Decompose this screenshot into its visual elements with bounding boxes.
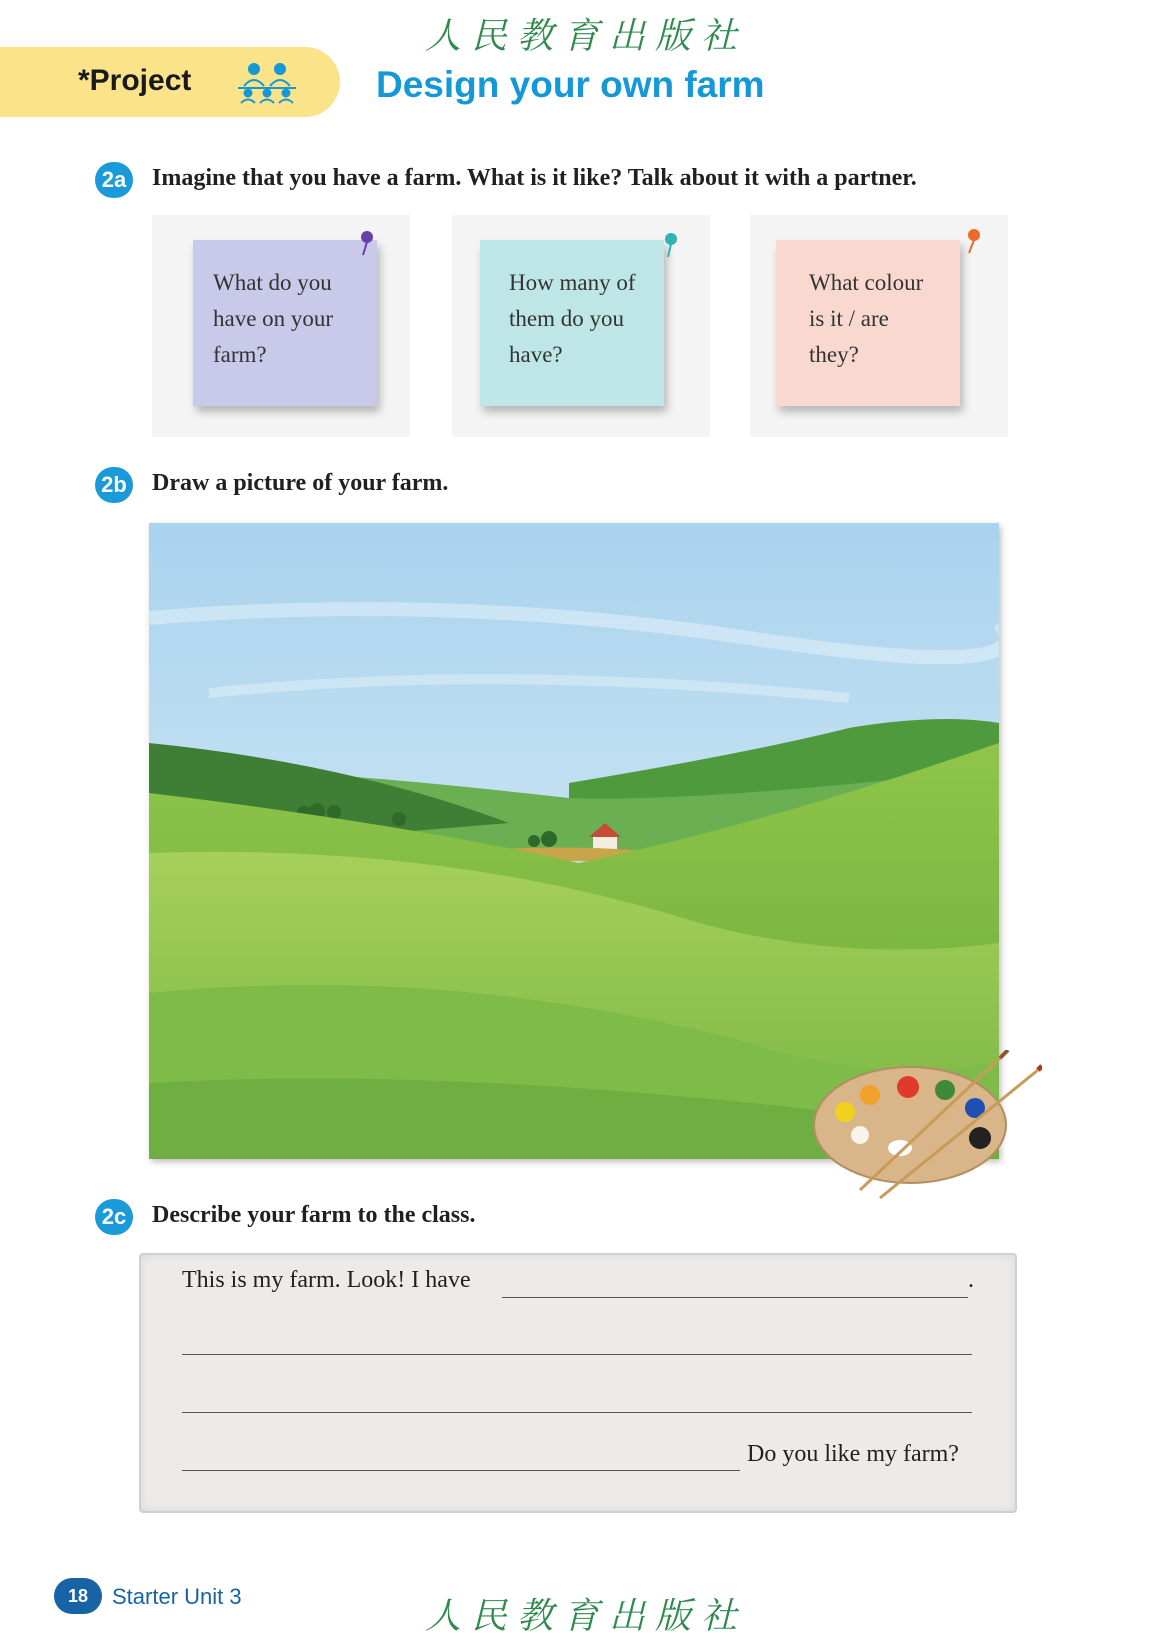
note-line: farm? — [213, 342, 267, 367]
project-label: *Project — [78, 64, 192, 97]
note-line: is it / are — [809, 306, 889, 331]
note-line: What colour — [809, 270, 924, 295]
note-line: them do you — [509, 306, 624, 331]
push-pin-icon — [965, 228, 983, 254]
group-work-icon — [236, 60, 298, 104]
answer-line-4[interactable] — [182, 1470, 740, 1471]
paint-palette-icon — [810, 1050, 1042, 1200]
sticky-note-what — [193, 240, 377, 406]
sticky-note-how-many — [480, 240, 664, 406]
closing-question: Do you like my farm? — [747, 1441, 959, 1467]
unit-label: Starter Unit 3 — [112, 1584, 242, 1609]
instruction-2b: Draw a picture of your farm. — [152, 470, 449, 496]
line1-period: . — [968, 1267, 974, 1293]
sticky-note-what-colour — [776, 240, 960, 406]
note-line: they? — [809, 342, 859, 367]
note-line: have? — [509, 342, 563, 367]
instruction-2a: Imagine that you have a farm. What is it like? Talk about it with a partner. — [152, 165, 917, 191]
page-number: 18 — [54, 1578, 102, 1614]
instruction-2c: Describe your farm to the class. — [152, 1202, 476, 1228]
note-line: How many of — [509, 270, 636, 295]
note-line: What do you — [213, 270, 332, 295]
publisher-watermark-top: 人民教育出版社 — [425, 16, 748, 57]
answer-line-1[interactable] — [502, 1297, 968, 1298]
section-badge-2b: 2b — [95, 467, 133, 503]
push-pin-icon — [358, 230, 376, 256]
page-title: Design your own farm — [376, 64, 765, 105]
push-pin-icon — [662, 232, 680, 258]
section-badge-2c: 2c — [95, 1199, 133, 1235]
publisher-watermark-bottom: 人民教育出版社 — [425, 1596, 748, 1637]
note-line: have on your — [213, 306, 334, 331]
line1-prefix: This is my farm. Look! I have — [182, 1267, 471, 1293]
section-badge-2a: 2a — [95, 162, 133, 198]
answer-line-2[interactable] — [182, 1354, 972, 1355]
answer-line-3[interactable] — [182, 1412, 972, 1413]
